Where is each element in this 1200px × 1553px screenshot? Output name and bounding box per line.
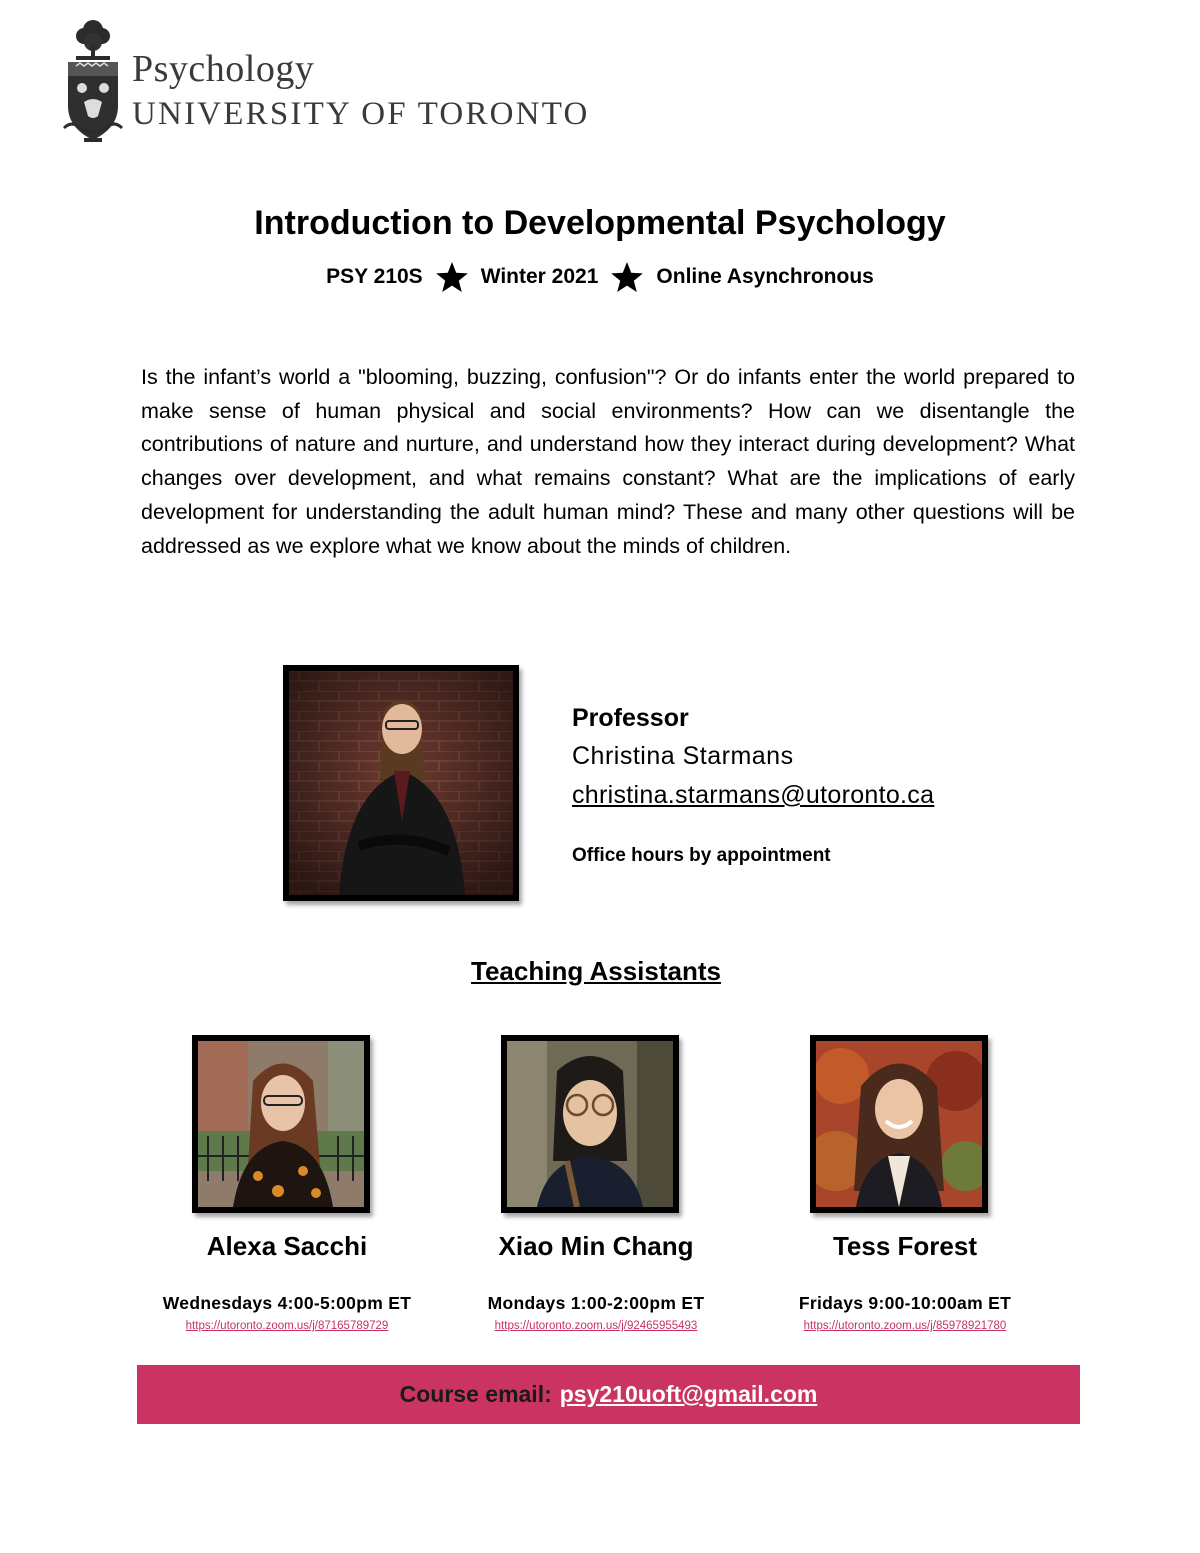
university-name: UNIVERSITY OF TORONTO [132, 96, 590, 132]
star-icon [435, 260, 469, 294]
course-title: Introduction to Developmental Psychology [254, 204, 946, 242]
ta-zoom-link[interactable]: https://utoronto.zoom.us/j/85978921780 [803, 1320, 1007, 1332]
ta-heading: Teaching Assistants [471, 956, 721, 986]
ta-photo-tess [810, 1035, 988, 1213]
professor-office-hours: Office hours by appointment [572, 845, 831, 866]
course-description: Is the infant’s world a "blooming, buzzing, confusion"? Or do infants enter the world prepared to make sense of human physical and social environments? How can we disentangle the contributions of nature and nurture, and understand how they interact during development? What changes over development, and what remains constant? What are the implications of early development for understanding the adult human mind? These and many other questions will be addressed as we explore what we know about the minds of children. [141, 365, 1075, 558]
ta-zoom-link[interactable]: https://utoronto.zoom.us/j/87165789729 [185, 1320, 389, 1332]
ta-name: Alexa Sacchi [206, 1231, 368, 1261]
ta-name: Tess Forest [832, 1231, 977, 1261]
professor-photo [283, 665, 519, 901]
course-email-label: Course email: [399, 1381, 552, 1407]
professor-role: Professor [572, 704, 689, 732]
course-email-banner [137, 1365, 1080, 1424]
professor-email-link[interactable]: christina.starmans@utoronto.ca [572, 781, 935, 809]
ta-photo-xiao-min [501, 1035, 679, 1213]
ta-photo-alexa [192, 1035, 370, 1213]
ta-name: Xiao Min Chang [498, 1231, 694, 1261]
ta-zoom-link[interactable]: https://utoronto.zoom.us/j/92465955493 [494, 1320, 698, 1332]
professor-name: Christina Starmans [572, 742, 794, 770]
ta-hours: Wednesdays 4:00-5:00pm ET [162, 1293, 412, 1313]
ta-hours: Mondays 1:00-2:00pm ET [487, 1293, 705, 1313]
course-subtitle [0, 260, 1200, 294]
course-code: PSY 210S [326, 265, 423, 288]
department-name: Psychology [132, 48, 315, 90]
course-term: Winter 2021 [480, 265, 599, 288]
course-email-link[interactable]: psy210uoft@gmail.com [559, 1381, 818, 1407]
university-crest-logo [62, 16, 124, 146]
star-icon [610, 260, 644, 294]
ta-hours: Fridays 9:00-10:00am ET [798, 1293, 1012, 1313]
course-format: Online Asynchronous [656, 265, 874, 288]
